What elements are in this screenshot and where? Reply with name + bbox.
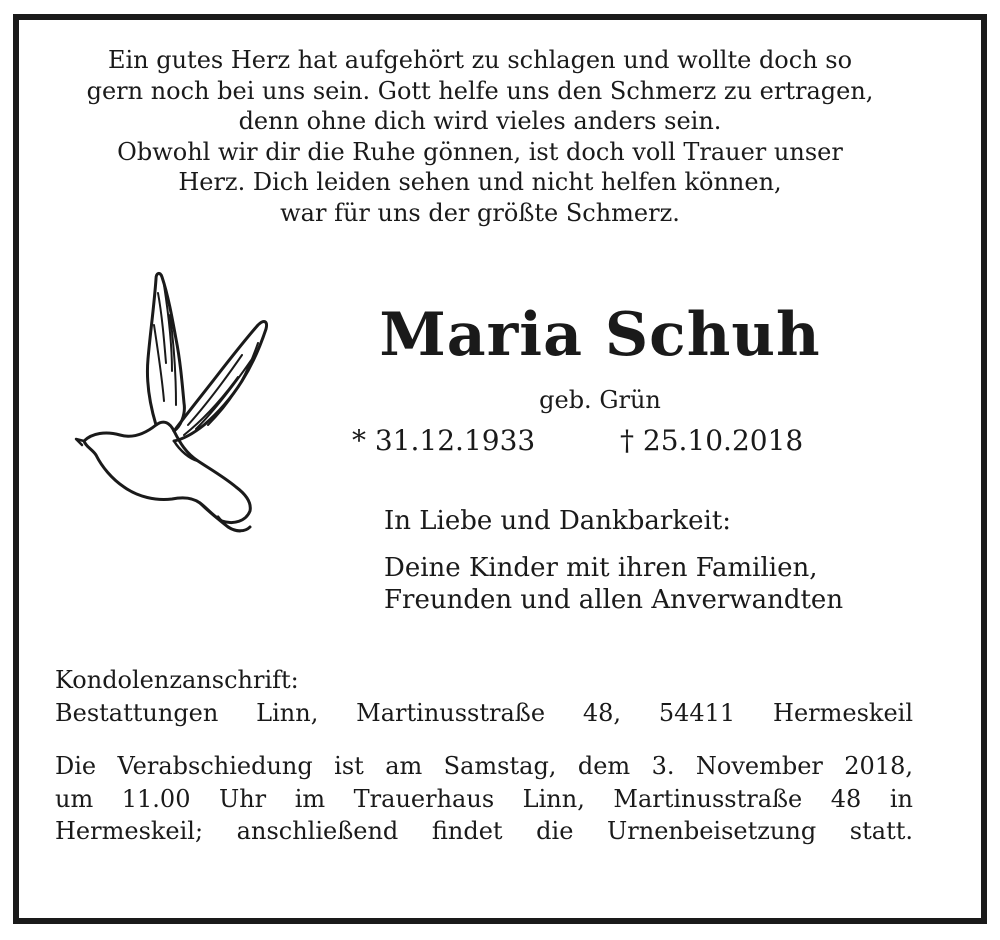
verse-line: Obwohl wir dir die Ruhe gönnen, ist doch voll Trauer unser — [117, 137, 843, 166]
service-line: um 11.00 Uhr im Trauerhaus Linn, Martinusstraße 48 in — [55, 784, 913, 813]
service-notice — [55, 750, 913, 848]
service-line: Hermeskeil; anschließend findet die Urnenbeisetzung statt. — [55, 817, 913, 845]
family-line: Deine Kinder mit ihren Familien, — [384, 553, 818, 583]
verse-line: denn ohne dich wird vieles anders sein. — [238, 107, 722, 135]
family-signature — [384, 552, 843, 616]
deceased-name: Maria Schuh — [379, 300, 821, 370]
verse-line: gern noch bei uns sein. Gott helfe uns den Schmerz zu ertragen, — [86, 76, 874, 105]
birth-date: * 31.12.1933 — [352, 424, 536, 457]
condolence-address: Bestattungen Linn, Martinusstraße 48, 54411 Hermeskeil — [55, 699, 913, 727]
verse-line: war für uns der größte Schmerz. — [280, 198, 680, 227]
condolence-address-block — [55, 664, 913, 730]
maiden-name: geb. Grün — [539, 386, 661, 414]
condolence-label: Kondolenzanschrift: — [55, 666, 299, 694]
death-date: † 25.10.2018 — [620, 424, 804, 457]
verse-line: Herz. Dich leiden sehen und nicht helfen können, — [178, 168, 782, 196]
dedication-line: In Liebe und Dankbarkeit: — [384, 506, 732, 536]
dove-icon — [68, 255, 273, 535]
family-line: Freunden und allen Anverwandten — [384, 585, 844, 615]
memorial-verse — [40, 45, 920, 228]
service-line: Die Verabschiedung ist am Samstag, dem 3. November 2018, — [55, 752, 913, 780]
verse-line: Ein gutes Herz hat aufgehört zu schlagen und wollte doch so — [107, 46, 853, 74]
